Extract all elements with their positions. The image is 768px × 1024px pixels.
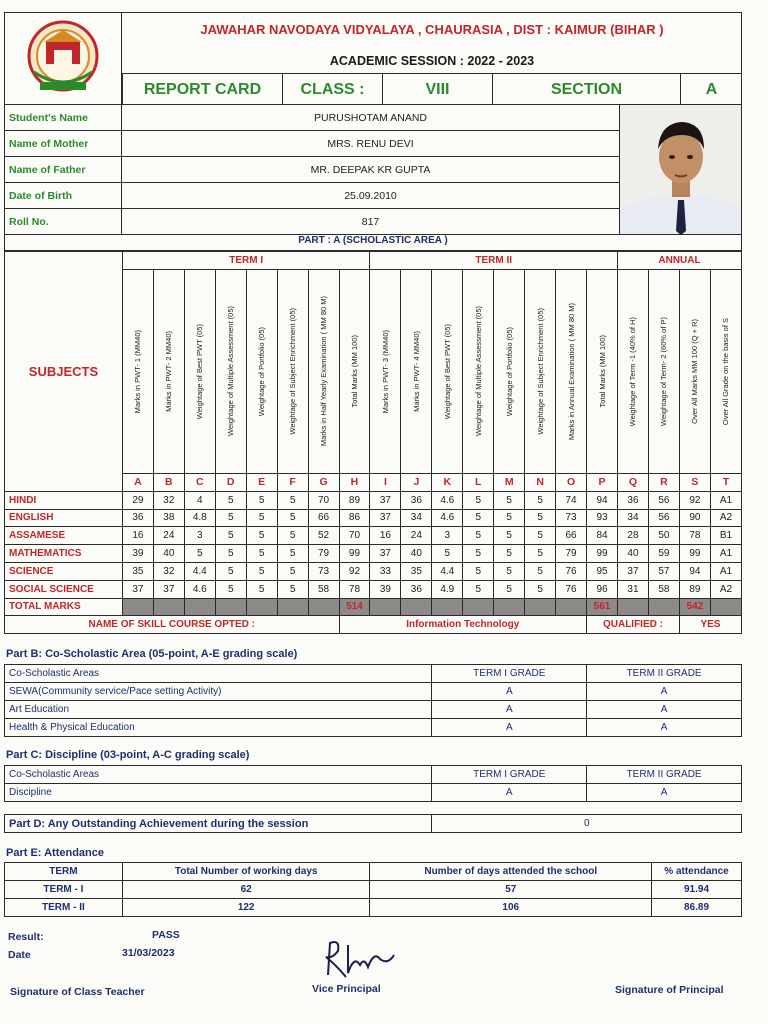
total-term1: 514 [339, 598, 370, 616]
mark-cell: 38 [153, 509, 184, 527]
co-scholastic-grade: A [432, 719, 587, 737]
column-letter: Q [618, 473, 649, 491]
subject-name: ASSAMESE [5, 527, 123, 545]
mark-cell: 32 [153, 491, 184, 509]
mark-cell: 5 [277, 580, 308, 598]
mark-cell: 5 [463, 509, 494, 527]
school-name: JAWAHAR NAVODAYA VIDYALAYA , CHAURASIA , DIST : KAIMUR (BIHAR ) [200, 22, 664, 37]
column-header-text: Marks in PWT- 3 (MM40) [380, 329, 390, 413]
column-header-text: Weightage of Portfolio (05) [504, 326, 514, 416]
mark-cell: 4.8 [184, 509, 215, 527]
mark-cell: 56 [648, 491, 679, 509]
attendance-attended: 106 [370, 899, 652, 917]
mark-cell: 5 [215, 527, 246, 545]
mark-cell: 94 [587, 491, 618, 509]
mark-cell: 5 [277, 527, 308, 545]
mark-cell: 66 [556, 527, 587, 545]
mark-cell: 40 [618, 545, 649, 563]
column-header [648, 269, 679, 473]
mark-cell: 5 [525, 580, 556, 598]
column-header-text: Weightage of Multiple Assessment (05) [226, 306, 236, 437]
qualified-value: YES [679, 616, 741, 634]
father-name: MR. DEEPAK KR GUPTA [122, 157, 620, 183]
column-header [401, 269, 432, 473]
mark-cell: 34 [401, 509, 432, 527]
mother-name-label: Name of Mother [4, 131, 122, 157]
column-header [463, 269, 494, 473]
mark-cell: 24 [401, 527, 432, 545]
column-header-text: Marks in PWT- 1 (MM40) [133, 329, 143, 413]
part-d-table [4, 814, 742, 833]
date-label: Date [8, 949, 31, 961]
column-header-text: Weightage of Multiple Assessment (05) [473, 306, 483, 437]
mark-cell: 37 [153, 580, 184, 598]
mark-cell: 78 [339, 580, 370, 598]
mark-cell: 89 [679, 580, 710, 598]
mark-cell: 5 [246, 491, 277, 509]
part-c-col-term2: TERM II GRADE [587, 766, 742, 784]
subject-name: ENGLISH [5, 509, 123, 527]
mark-cell: 73 [556, 509, 587, 527]
subject-row [5, 545, 742, 563]
mark-cell: 24 [153, 527, 184, 545]
co-scholastic-grade: A [587, 719, 742, 737]
column-header-text: Over All Grade on the basis of S [721, 317, 731, 425]
mark-cell: 5 [494, 580, 525, 598]
column-letter: H [339, 473, 370, 491]
mark-cell: 5 [432, 545, 463, 563]
attendance-col-percent: % attendance [652, 863, 742, 881]
attendance-term: TERM - II [5, 899, 123, 917]
mark-cell: 5 [463, 562, 494, 580]
column-letter: M [494, 473, 525, 491]
column-header [215, 269, 246, 473]
column-letter: O [556, 473, 587, 491]
part-e-title: Part E: Attendance [6, 847, 105, 859]
student-name-label: Student's Name [4, 105, 122, 131]
mark-cell: 89 [339, 491, 370, 509]
class-value: VIII [382, 73, 492, 105]
subject-name: HINDI [5, 491, 123, 509]
column-letter: L [463, 473, 494, 491]
column-header-text: Weightage of Subject Enrichment (05) [535, 307, 545, 435]
mark-cell: 5 [184, 545, 215, 563]
attendance-col-attended: Number of days attended the school [370, 863, 652, 881]
column-header-text: Weightage of Subject Enrichment (05) [288, 307, 298, 435]
column-header [679, 269, 710, 473]
mark-cell: 5 [215, 545, 246, 563]
attendance-attended: 57 [370, 881, 652, 899]
subject-row [5, 509, 742, 527]
mark-cell: A1 [710, 545, 741, 563]
mark-cell: 94 [679, 562, 710, 580]
subject-row [5, 580, 742, 598]
mark-cell: 5 [525, 509, 556, 527]
student-photo [620, 105, 742, 235]
attendance-working: 62 [122, 881, 370, 899]
mark-cell: 5 [494, 509, 525, 527]
mark-cell: 58 [648, 580, 679, 598]
column-header-text: Weightage of Term -1 (40% of H) [628, 316, 638, 426]
attendance-table [4, 862, 742, 917]
co-scholastic-area: Art Education [5, 701, 432, 719]
mark-cell: 5 [246, 545, 277, 563]
column-letter: D [215, 473, 246, 491]
column-letter: T [710, 473, 741, 491]
mark-cell: 56 [648, 509, 679, 527]
mark-cell: 86 [339, 509, 370, 527]
part-b-title: Part B: Co-Scholastic Area (05-point, A-E grading scale) [6, 648, 298, 660]
column-letter: J [401, 473, 432, 491]
mother-name: MRS. RENU DEVI [122, 131, 620, 157]
mark-cell: 32 [153, 562, 184, 580]
column-header [277, 269, 308, 473]
class-label: CLASS : [282, 73, 382, 105]
co-scholastic-grade: A [587, 701, 742, 719]
mark-cell: 36 [401, 491, 432, 509]
school-logo [4, 12, 122, 105]
subject-row [5, 562, 742, 580]
co-scholastic-row [5, 701, 742, 719]
column-letter: B [153, 473, 184, 491]
skill-course-label: NAME OF SKILL COURSE OPTED : [5, 616, 340, 634]
subject-name: SOCIAL SCIENCE [5, 580, 123, 598]
qualified-label: QUALIFIED : [587, 616, 680, 634]
column-header-text: Marks in Half Yearly Examination ( MM 80 M) [319, 296, 329, 447]
column-header-text: Over All Marks MM 100 (Q + R) [690, 318, 700, 424]
column-letter: A [122, 473, 153, 491]
report-card-title: REPORT CARD [122, 73, 282, 105]
mark-cell: 28 [618, 527, 649, 545]
mark-cell: 96 [587, 580, 618, 598]
father-name-label: Name of Father [4, 157, 122, 183]
column-letter: P [587, 473, 618, 491]
mark-cell: 79 [556, 545, 587, 563]
column-header-text: Total Marks (MM 100) [597, 335, 607, 408]
dob-value: 25.09.2010 [122, 183, 620, 209]
column-letter: I [370, 473, 401, 491]
column-header-text: Marks in PWT- 2 MM40) [164, 330, 174, 412]
mark-cell: 99 [679, 545, 710, 563]
mark-cell: 5 [277, 545, 308, 563]
part-c-title: Part C: Discipline (03-point, A-C grading scale) [6, 749, 250, 761]
part-b-col-term1: TERM I GRADE [432, 665, 587, 683]
column-header [494, 269, 525, 473]
total-marks-label: TOTAL MARKS [5, 598, 123, 616]
mark-cell: 5 [525, 527, 556, 545]
column-header [618, 269, 649, 473]
mark-cell: 52 [308, 527, 339, 545]
mark-cell: 5 [463, 580, 494, 598]
roll-value: 817 [122, 209, 620, 235]
mark-cell: 79 [308, 545, 339, 563]
co-scholastic-area: SEWA(Community service/Pace setting Activity) [5, 683, 432, 701]
mark-cell: 33 [370, 562, 401, 580]
subject-name: SCIENCE [5, 562, 123, 580]
mark-cell: 34 [618, 509, 649, 527]
mark-cell: 5 [494, 562, 525, 580]
column-header [308, 269, 339, 473]
column-header [556, 269, 587, 473]
discipline-term2: A [587, 784, 742, 802]
mark-cell: 92 [679, 491, 710, 509]
column-header [122, 269, 153, 473]
mark-cell: 39 [122, 545, 153, 563]
column-letter: E [246, 473, 277, 491]
mark-cell: 3 [184, 527, 215, 545]
mark-cell: 5 [277, 509, 308, 527]
mark-cell: 5 [215, 491, 246, 509]
mark-cell: 5 [246, 509, 277, 527]
total-term2: 561 [587, 598, 618, 616]
attendance-col-working: Total Number of working days [122, 863, 370, 881]
mark-cell: 39 [370, 580, 401, 598]
section-label: SECTION [492, 73, 680, 105]
roll-label: Roll No. [4, 209, 122, 235]
marks-table [4, 251, 742, 634]
mark-cell: 4 [184, 491, 215, 509]
discipline-label: Discipline [5, 784, 432, 802]
mark-cell: 74 [556, 491, 587, 509]
part-c-col-areas: Co-Scholastic Areas [5, 766, 432, 784]
mark-cell: 5 [246, 580, 277, 598]
column-header-text: Weightage of Term- 2 (60% of P) [659, 316, 669, 426]
mark-cell: 4.4 [184, 562, 215, 580]
attendance-pct: 91.94 [652, 881, 742, 899]
annual-header: ANNUAL [618, 252, 742, 270]
column-header [153, 269, 184, 473]
mark-cell: A1 [710, 491, 741, 509]
column-header [246, 269, 277, 473]
part-d-value: 0 [432, 815, 742, 833]
mark-cell: 37 [370, 491, 401, 509]
mark-cell: 4.4 [432, 562, 463, 580]
mark-cell: 5 [494, 491, 525, 509]
co-scholastic-grade: A [432, 683, 587, 701]
mark-cell: 5 [494, 545, 525, 563]
attendance-term: TERM - I [5, 881, 123, 899]
mark-cell: 58 [308, 580, 339, 598]
mark-cell: B1 [710, 527, 741, 545]
mark-cell: 4.6 [432, 491, 463, 509]
mark-cell: 5 [215, 509, 246, 527]
column-letter: C [184, 473, 215, 491]
mark-cell: A2 [710, 580, 741, 598]
column-header-text: Marks in Annual Examination ( MM 80 M) [566, 302, 576, 440]
mark-cell: 37 [370, 545, 401, 563]
co-scholastic-grade: A [587, 683, 742, 701]
mark-cell: 35 [122, 562, 153, 580]
mark-cell: A1 [710, 562, 741, 580]
term1-header: TERM I [122, 252, 370, 270]
column-header [525, 269, 556, 473]
mark-cell: 5 [215, 562, 246, 580]
column-letter: K [432, 473, 463, 491]
principal-signature: Signature of Principal [615, 984, 724, 996]
column-letter: G [308, 473, 339, 491]
part-c-table [4, 765, 742, 802]
mark-cell: 5 [525, 562, 556, 580]
date-value: 31/03/2023 [122, 947, 175, 959]
mark-cell: 29 [122, 491, 153, 509]
column-header-text: Total Marks (MM 100) [349, 335, 359, 408]
mark-cell: 99 [339, 545, 370, 563]
mark-cell: 36 [122, 509, 153, 527]
subject-row [5, 527, 742, 545]
result-value: PASS [152, 929, 180, 941]
co-scholastic-area: Health & Physical Education [5, 719, 432, 737]
skill-course-value: Information Technology [339, 616, 587, 634]
co-scholastic-row [5, 719, 742, 737]
subjects-header: SUBJECTS [5, 252, 123, 492]
attendance-working: 122 [122, 899, 370, 917]
mark-cell: 4.6 [184, 580, 215, 598]
mark-cell: 5 [215, 580, 246, 598]
mark-cell: 36 [618, 491, 649, 509]
term2-header: TERM II [370, 252, 618, 270]
mark-cell: 90 [679, 509, 710, 527]
mark-cell: 5 [463, 527, 494, 545]
mark-cell: 16 [370, 527, 401, 545]
column-letter: S [679, 473, 710, 491]
mark-cell: 70 [308, 491, 339, 509]
mark-cell: 31 [618, 580, 649, 598]
column-header-text: Weightage of Best PWT (05) [195, 323, 205, 419]
column-header [184, 269, 215, 473]
mark-cell: 93 [587, 509, 618, 527]
mark-cell: 37 [618, 562, 649, 580]
column-header [432, 269, 463, 473]
student-name: PURUSHOTAM ANAND [122, 105, 620, 131]
co-scholastic-row [5, 683, 742, 701]
mark-cell: 5 [246, 562, 277, 580]
total-annual: 542 [679, 598, 710, 616]
mark-cell: 5 [246, 527, 277, 545]
mark-cell: 40 [401, 545, 432, 563]
column-header-text: Weightage of Portfolio (05) [257, 326, 267, 416]
mark-cell: 5 [277, 562, 308, 580]
vice-principal-signature [318, 935, 398, 985]
mark-cell: 3 [432, 527, 463, 545]
mark-cell: 84 [587, 527, 618, 545]
column-header-text: Marks in PWT- 4 MM40) [411, 330, 421, 412]
column-letter: N [525, 473, 556, 491]
attendance-row [5, 881, 742, 899]
mark-cell: 37 [370, 509, 401, 527]
attendance-col-term: TERM [5, 863, 123, 881]
mark-cell: 66 [308, 509, 339, 527]
subject-row [5, 491, 742, 509]
attendance-row [5, 899, 742, 917]
mark-cell: 76 [556, 562, 587, 580]
mark-cell: 73 [308, 562, 339, 580]
mark-cell: 92 [339, 562, 370, 580]
dob-label: Date of Birth [4, 183, 122, 209]
mark-cell: 35 [401, 562, 432, 580]
co-scholastic-grade: A [432, 701, 587, 719]
mark-cell: 59 [648, 545, 679, 563]
mark-cell: 95 [587, 562, 618, 580]
mark-cell: 37 [122, 580, 153, 598]
mark-cell: 5 [463, 545, 494, 563]
section-value: A [680, 73, 742, 105]
mark-cell: 70 [339, 527, 370, 545]
mark-cell: 40 [153, 545, 184, 563]
part-c-col-term1: TERM I GRADE [432, 766, 587, 784]
column-header [370, 269, 401, 473]
mark-cell: 36 [401, 580, 432, 598]
column-header [339, 269, 370, 473]
mark-cell: 57 [648, 562, 679, 580]
student-portrait-icon [620, 105, 742, 235]
mark-cell: 76 [556, 580, 587, 598]
mark-cell: A2 [710, 509, 741, 527]
mark-cell: 5 [525, 491, 556, 509]
result-label: Result: [8, 931, 44, 943]
column-header [587, 269, 618, 473]
mark-cell: 4.9 [432, 580, 463, 598]
mark-cell: 50 [648, 527, 679, 545]
column-letter: F [277, 473, 308, 491]
discipline-term1: A [432, 784, 587, 802]
mark-cell: 78 [679, 527, 710, 545]
part-a-title: PART : A (SCHOLASTIC AREA ) [4, 235, 742, 251]
mark-cell: 16 [122, 527, 153, 545]
part-b-table [4, 664, 742, 737]
part-b-col-areas: Co-Scholastic Areas [5, 665, 432, 683]
part-d-title: Part D: Any Outstanding Achievement during the session [5, 815, 432, 833]
part-b-col-term2: TERM II GRADE [587, 665, 742, 683]
school-emblem-icon [4, 12, 122, 105]
vice-principal-label: Vice Principal [312, 983, 381, 995]
mark-cell: 5 [525, 545, 556, 563]
column-letter: R [648, 473, 679, 491]
academic-session: ACADEMIC SESSION : 2022 - 2023 [329, 54, 535, 68]
mark-cell: 5 [463, 491, 494, 509]
attendance-pct: 86.89 [652, 899, 742, 917]
mark-cell: 5 [494, 527, 525, 545]
mark-cell: 5 [277, 491, 308, 509]
column-header-text: Weightage of Best PWT (05) [442, 323, 452, 419]
class-teacher-signature: Signature of Class Teacher [10, 986, 145, 998]
column-header [710, 269, 741, 473]
subject-name: MATHEMATICS [5, 545, 123, 563]
mark-cell: 4.6 [432, 509, 463, 527]
mark-cell: 99 [587, 545, 618, 563]
